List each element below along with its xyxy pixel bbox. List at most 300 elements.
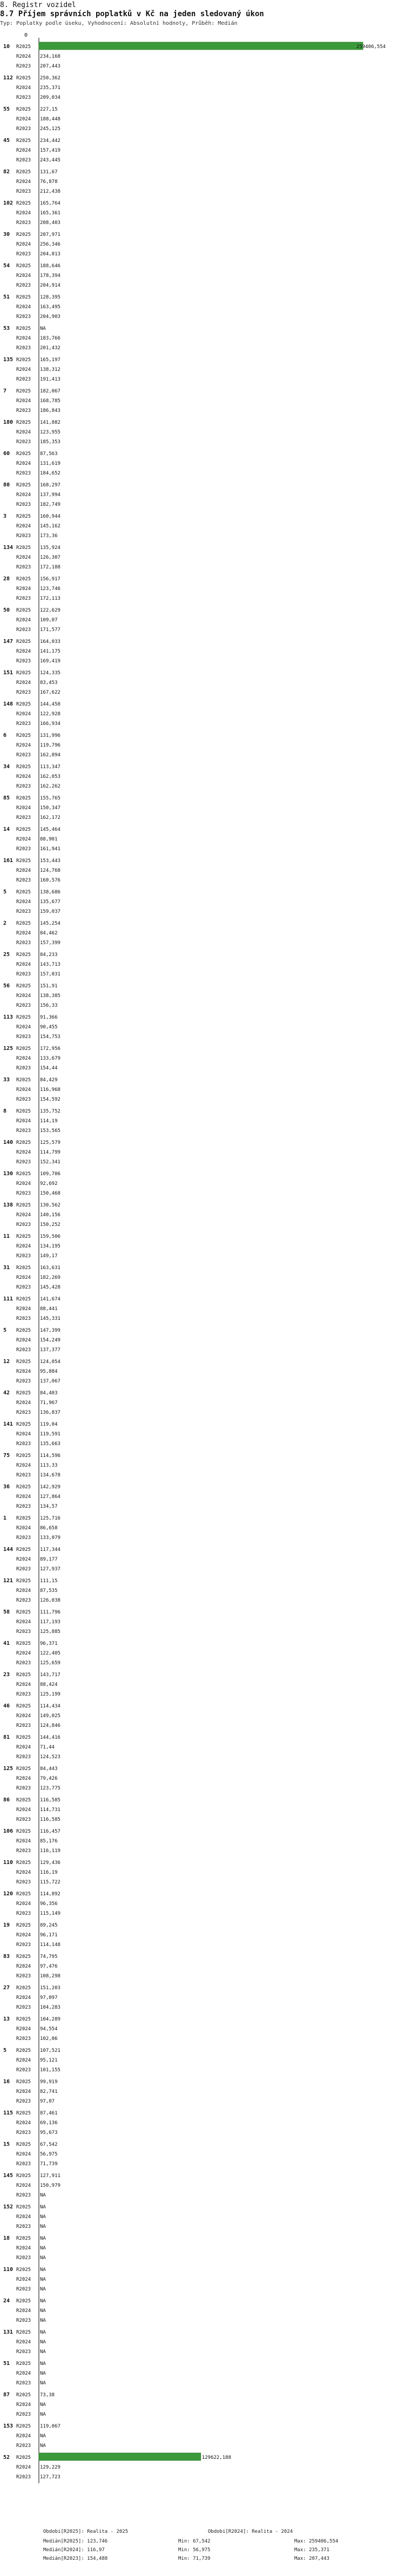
- data-label: 172,188: [40, 565, 60, 570]
- data-label: 95,884: [40, 1369, 58, 1374]
- series-label: R2025: [16, 1046, 31, 1052]
- data-label: NA: [40, 2224, 46, 2229]
- data-label: 138,686: [40, 890, 60, 895]
- data-label: NA: [40, 2412, 46, 2417]
- category-label: 54: [3, 263, 10, 269]
- data-label: 125,199: [40, 1692, 60, 1697]
- data-label: 73,38: [40, 2392, 55, 2398]
- data-label: 151,91: [40, 984, 58, 989]
- data-label: 115,722: [40, 1880, 60, 1885]
- data-label: 89,177: [40, 1557, 58, 1562]
- data-label: NA: [40, 2433, 46, 2439]
- series-label: R2023: [16, 533, 31, 539]
- category-label: 31: [3, 1265, 10, 1271]
- data-label: 168,785: [40, 398, 60, 404]
- series-label: R2025: [16, 2142, 31, 2147]
- series-label: R2024: [16, 1212, 31, 1218]
- series-label: R2023: [16, 627, 31, 633]
- data-label: 125,579: [40, 1140, 60, 1145]
- data-label: 150,979: [40, 2183, 60, 2188]
- data-label: 135,924: [40, 545, 60, 551]
- data-label: 88,441: [40, 1306, 58, 1312]
- series-label: R2024: [16, 618, 31, 623]
- data-label: 212,438: [40, 189, 60, 194]
- series-label: R2023: [16, 1754, 31, 1760]
- category-label: 19: [3, 1922, 10, 1928]
- data-label: 119,591: [40, 1432, 60, 1437]
- data-label: NA: [40, 2361, 46, 2367]
- category-label: 36: [3, 1484, 10, 1490]
- series-label: R2024: [16, 805, 31, 811]
- series-label: R2025: [16, 1422, 31, 1427]
- series-label: R2024: [16, 242, 31, 247]
- data-label: 127,937: [40, 1567, 60, 1572]
- category-label: 80: [3, 482, 10, 488]
- data-label: 124,335: [40, 670, 60, 676]
- data-label: 256,346: [40, 242, 60, 247]
- category-label: 51: [3, 2361, 10, 2367]
- data-label: 79,426: [40, 1776, 58, 1781]
- data-label: 114,799: [40, 1150, 60, 1155]
- category-label: 144: [3, 1547, 14, 1553]
- category-label: 5: [3, 2048, 7, 2053]
- series-label: R2024: [16, 461, 31, 466]
- data-label: 204,813: [40, 252, 60, 257]
- data-label: 56,975: [40, 2152, 58, 2157]
- data-label: 102,06: [40, 2036, 58, 2042]
- series-label: R2025: [16, 1234, 31, 1239]
- series-label: R2025: [16, 1015, 31, 1020]
- series-label: R2023: [16, 64, 31, 69]
- data-label: 87,461: [40, 2111, 58, 2116]
- data-label: 133,679: [40, 1056, 60, 1061]
- data-label: 145,428: [40, 1285, 60, 1290]
- data-label: 119,796: [40, 743, 60, 748]
- series-label: R2023: [16, 1066, 31, 1071]
- data-label: 135,752: [40, 1109, 60, 1114]
- series-label: R2024: [16, 524, 31, 529]
- series-label: R2023: [16, 2130, 31, 2136]
- series-label: R2025: [16, 1516, 31, 1521]
- data-label: 144,416: [40, 1735, 60, 1740]
- category-label: 82: [3, 169, 10, 175]
- category-label: 106: [3, 1828, 14, 1834]
- data-label: NA: [40, 2318, 46, 2323]
- series-label: R2023: [16, 2036, 31, 2042]
- series-label: R2025: [16, 827, 31, 832]
- data-label: 142,929: [40, 1484, 60, 1490]
- data-label: 235,371: [40, 85, 60, 91]
- category-label: 14: [3, 826, 10, 832]
- data-label: 113,347: [40, 764, 60, 770]
- series-label: R2025: [16, 1641, 31, 1646]
- series-label: R2023: [16, 2224, 31, 2229]
- data-label: 207,443: [40, 64, 60, 69]
- series-label: R2023: [16, 1942, 31, 1948]
- series-label: R2025: [16, 952, 31, 958]
- category-label: 125: [3, 1046, 14, 1052]
- data-label: NA: [40, 326, 46, 331]
- series-label: R2023: [16, 972, 31, 977]
- series-label: R2025: [16, 2330, 31, 2335]
- data-label: 153,443: [40, 858, 60, 864]
- data-label: NA: [40, 2381, 46, 2386]
- data-label: 107,521: [40, 2048, 60, 2053]
- data-label: 182,269: [40, 1275, 60, 1280]
- series-label: R2023: [16, 1974, 31, 1979]
- data-label: 157,399: [40, 940, 60, 946]
- series-label: R2025: [16, 2079, 31, 2085]
- data-label: 140,156: [40, 1212, 60, 1218]
- data-label: 157,031: [40, 972, 60, 977]
- series-label: R2024: [16, 1776, 31, 1781]
- series-label: R2025: [16, 1359, 31, 1365]
- series-label: R2023: [16, 1598, 31, 1603]
- data-label: 71,44: [40, 1745, 55, 1750]
- series-label: R2025: [16, 326, 31, 331]
- series-label: R2024: [16, 711, 31, 717]
- series-label: R2025: [16, 1453, 31, 1459]
- data-label: 87,563: [40, 451, 58, 457]
- data-label: 178,394: [40, 273, 60, 279]
- series-label: R2024: [16, 1619, 31, 1625]
- data-label: 124,846: [40, 1723, 60, 1728]
- series-label: R2024: [16, 555, 31, 560]
- series-label: R2024: [16, 1494, 31, 1500]
- data-label: NA: [40, 2205, 46, 2210]
- series-label: R2023: [16, 2349, 31, 2355]
- legend-min-r2025: Min: 67,542: [178, 2539, 211, 2544]
- data-label: NA: [40, 2349, 46, 2355]
- series-label: R2025: [16, 2111, 31, 2116]
- chart-subtitle: Typ: Poplatky podle úseku, Vyhodnocení: Absolutní hodnoty, Průběh: Medián: [0, 21, 238, 26]
- category-label: 53: [3, 326, 10, 331]
- category-label: 42: [3, 1390, 10, 1396]
- series-label: R2024: [16, 1526, 31, 1531]
- category-label: 7: [3, 388, 7, 394]
- series-label: R2025: [16, 138, 31, 144]
- category-label: 83: [3, 1954, 10, 1960]
- series-label: R2025: [16, 1829, 31, 1834]
- series-label: R2025: [16, 890, 31, 895]
- data-label: 151,203: [40, 1985, 60, 1991]
- data-label: 116,457: [40, 1829, 60, 1834]
- data-label: 159,037: [40, 909, 60, 914]
- series-label: R2025: [16, 577, 31, 582]
- data-label: 172,113: [40, 596, 60, 601]
- data-label: 259406,554: [356, 44, 386, 50]
- series-label: R2024: [16, 1463, 31, 1468]
- data-label: NA: [40, 2277, 46, 2282]
- data-label: 143,717: [40, 1672, 60, 1678]
- series-label: R2025: [16, 514, 31, 519]
- category-label: 75: [3, 1453, 10, 1459]
- data-label: 245,125: [40, 126, 60, 132]
- data-label: 71,739: [40, 2161, 58, 2167]
- category-label: 138: [3, 1202, 14, 1208]
- data-label: 137,067: [40, 1379, 60, 1384]
- series-label: R2025: [16, 1798, 31, 1803]
- series-label: R2024: [16, 931, 31, 936]
- data-label: 91,366: [40, 1015, 58, 1020]
- series-label: R2025: [16, 2361, 31, 2367]
- data-label: 165,361: [40, 211, 60, 216]
- data-label: 114,731: [40, 1807, 60, 1813]
- series-label: R2025: [16, 1484, 31, 1490]
- series-label: R2024: [16, 1713, 31, 1719]
- series-label: R2025: [16, 44, 31, 50]
- data-label: NA: [40, 2402, 46, 2408]
- data-label: 141,674: [40, 1297, 60, 1302]
- data-label: 172,956: [40, 1046, 60, 1052]
- series-label: R2024: [16, 899, 31, 905]
- series-label: R2025: [16, 2173, 31, 2179]
- series-label: R2023: [16, 126, 31, 132]
- data-label: 163,631: [40, 1265, 60, 1271]
- series-label: R2025: [16, 2392, 31, 2398]
- data-label: 97,07: [40, 2099, 55, 2104]
- data-label: 123,746: [40, 586, 60, 592]
- data-label: NA: [40, 2255, 46, 2261]
- series-label: R2023: [16, 158, 31, 163]
- legend-median-r2025: Medián[R2025]: 123,746: [43, 2539, 108, 2544]
- data-label: 122,405: [40, 1651, 60, 1656]
- series-label: R2024: [16, 1901, 31, 1907]
- series-label: R2024: [16, 2246, 31, 2251]
- data-label: 167,622: [40, 690, 60, 695]
- data-label: 108,298: [40, 1974, 60, 1979]
- data-label: 71,967: [40, 1400, 58, 1406]
- category-label: 60: [3, 451, 10, 457]
- series-label: R2023: [16, 1629, 31, 1635]
- series-label: R2024: [16, 492, 31, 498]
- series-label: R2023: [16, 846, 31, 852]
- series-label: R2024: [16, 743, 31, 748]
- series-label: R2023: [16, 1817, 31, 1822]
- series-label: R2023: [16, 2412, 31, 2417]
- data-label: 184,652: [40, 471, 60, 476]
- series-label: R2023: [16, 1285, 31, 1290]
- series-label: R2023: [16, 377, 31, 382]
- data-label: 92,692: [40, 1181, 58, 1187]
- data-label: 149,17: [40, 1253, 58, 1259]
- data-label: 109,07: [40, 618, 58, 623]
- data-label: NA: [40, 2308, 46, 2314]
- data-label: 129622,188: [201, 2455, 232, 2460]
- data-label: 154,753: [40, 1034, 60, 1040]
- category-label: 180: [3, 419, 14, 425]
- category-label: 120: [3, 1891, 14, 1897]
- data-label: 150,252: [40, 1222, 60, 1228]
- category-label: 46: [3, 1703, 10, 1709]
- category-label: 148: [3, 701, 14, 707]
- data-label: 143,713: [40, 962, 60, 967]
- data-label: 122,928: [40, 711, 60, 717]
- data-label: 99,919: [40, 2079, 58, 2085]
- series-label: R2025: [16, 1077, 31, 1083]
- data-label: NA: [40, 2299, 46, 2304]
- series-label: R2025: [16, 2299, 31, 2304]
- series-label: R2024: [16, 1651, 31, 1656]
- data-label: 243,445: [40, 158, 60, 163]
- series-label: R2023: [16, 1253, 31, 1259]
- series-label: R2025: [16, 76, 31, 81]
- data-label: 127,911: [40, 2173, 60, 2179]
- series-label: R2024: [16, 1025, 31, 1030]
- category-label: 110: [3, 1860, 14, 1866]
- data-label: 111,796: [40, 1610, 60, 1615]
- data-label: NA: [40, 2236, 46, 2241]
- series-label: R2024: [16, 2371, 31, 2376]
- data-label: 165,197: [40, 357, 60, 363]
- data-label: NA: [40, 2443, 46, 2449]
- data-label: 155,765: [40, 796, 60, 801]
- series-label: R2025: [16, 1985, 31, 1991]
- series-label: R2024: [16, 2089, 31, 2094]
- data-label: NA: [40, 2214, 46, 2220]
- data-label: 104,289: [40, 2017, 60, 2022]
- category-label: 87: [3, 2392, 10, 2398]
- data-label: 125,659: [40, 1660, 60, 1666]
- category-label: 24: [3, 2298, 10, 2304]
- series-label: R2024: [16, 2058, 31, 2063]
- series-label: R2025: [16, 1766, 31, 1772]
- data-label: 127,864: [40, 1494, 60, 1500]
- data-label: 156,917: [40, 577, 60, 582]
- data-label: 95,121: [40, 2058, 58, 2063]
- data-label: 117,344: [40, 1547, 60, 1553]
- series-label: R2025: [16, 1265, 31, 1271]
- data-label: 116,585: [40, 1817, 60, 1822]
- series-label: R2023: [16, 2099, 31, 2104]
- data-label: 109,706: [40, 1171, 60, 1177]
- category-label: 58: [3, 1609, 10, 1615]
- series-label: R2024: [16, 2183, 31, 2188]
- series-label: R2025: [16, 1391, 31, 1396]
- series-label: R2025: [16, 1892, 31, 1897]
- data-label: 201,432: [40, 345, 60, 351]
- category-label: 3: [3, 513, 7, 519]
- data-label: 69,136: [40, 2120, 58, 2126]
- data-label: 97,476: [40, 1964, 58, 1969]
- series-label: R2023: [16, 909, 31, 914]
- category-label: 12: [3, 1359, 10, 1365]
- data-label: 116,119: [40, 1848, 60, 1854]
- series-label: R2023: [16, 721, 31, 727]
- category-label: 6: [3, 733, 7, 738]
- data-label: 134,57: [40, 1504, 58, 1509]
- data-label: 76,878: [40, 179, 58, 185]
- series-label: R2023: [16, 1379, 31, 1384]
- series-label: R2024: [16, 1118, 31, 1124]
- data-label: 90,455: [40, 1025, 58, 1030]
- series-label: R2023: [16, 1567, 31, 1572]
- series-label: R2025: [16, 483, 31, 488]
- chart-title: 8.7 Příjem správních poplatků v Kč na jeden sledovaný úkon: [0, 10, 264, 18]
- data-label: NA: [40, 2340, 46, 2345]
- series-label: R2024: [16, 304, 31, 310]
- data-label: 74,795: [40, 1954, 58, 1960]
- category-label: 28: [3, 576, 10, 582]
- series-label: R2025: [16, 357, 31, 363]
- category-label: 18: [3, 2235, 10, 2241]
- series-label: R2025: [16, 420, 31, 425]
- series-label: R2025: [16, 545, 31, 551]
- data-label: 85,176: [40, 1839, 58, 1844]
- data-label: 88,901: [40, 837, 58, 842]
- data-label: 116,19: [40, 1870, 58, 1875]
- data-label: 117,193: [40, 1619, 60, 1625]
- series-label: R2024: [16, 586, 31, 592]
- series-label: R2023: [16, 565, 31, 570]
- category-label: 10: [3, 44, 10, 50]
- data-label: 227,15: [40, 107, 58, 112]
- series-label: R2023: [16, 2443, 31, 2449]
- data-label: NA: [40, 2330, 46, 2335]
- data-label: 160,576: [40, 878, 60, 883]
- data-label: 250,362: [40, 76, 60, 81]
- data-label: 209,034: [40, 95, 60, 100]
- series-label: R2025: [16, 1860, 31, 1866]
- legend-min-r2024: Min: 56,975: [178, 2547, 211, 2553]
- series-label: R2024: [16, 1995, 31, 2001]
- data-label: NA: [40, 2193, 46, 2198]
- data-label: 134,195: [40, 1244, 60, 1249]
- category-label: 16: [3, 2079, 10, 2085]
- series-label: R2025: [16, 639, 31, 645]
- series-label: R2023: [16, 1128, 31, 1134]
- series-label: R2025: [16, 733, 31, 738]
- data-label: 130,562: [40, 1203, 60, 1208]
- series-label: R2025: [16, 201, 31, 206]
- data-label: 84,443: [40, 1766, 58, 1772]
- data-label: 124,054: [40, 1359, 60, 1365]
- series-label: R2024: [16, 148, 31, 153]
- series-label: R2023: [16, 2161, 31, 2167]
- data-label: 84,429: [40, 1077, 58, 1083]
- data-label: 84,462: [40, 931, 58, 936]
- series-label: R2023: [16, 1880, 31, 1885]
- series-label: R2024: [16, 1181, 31, 1187]
- category-label: 113: [3, 1014, 14, 1020]
- series-label: R2024: [16, 54, 31, 59]
- series-label: R2024: [16, 1964, 31, 1969]
- data-label: 87,535: [40, 1588, 58, 1594]
- data-label: 67,542: [40, 2142, 58, 2147]
- series-label: R2023: [16, 1034, 31, 1040]
- category-label: 147: [3, 639, 14, 645]
- series-label: R2024: [16, 179, 31, 185]
- category-label: 161: [3, 858, 14, 864]
- series-label: R2025: [16, 1328, 31, 1333]
- series-label: R2023: [16, 1191, 31, 1196]
- series-label: R2024: [16, 680, 31, 686]
- series-label: R2023: [16, 784, 31, 789]
- series-label: R2023: [16, 815, 31, 821]
- data-label: 129,229: [40, 2465, 60, 2470]
- legend-min-r2023: Min: 71,739: [178, 2556, 211, 2561]
- series-label: R2024: [16, 1807, 31, 1813]
- data-label: 186,843: [40, 408, 60, 413]
- series-label: R2023: [16, 252, 31, 257]
- series-label: R2024: [16, 868, 31, 873]
- data-label: 191,413: [40, 377, 60, 382]
- series-label: R2025: [16, 1547, 31, 1553]
- data-label: 113,33: [40, 1463, 58, 1468]
- x-axis-tick-label: 0: [24, 32, 28, 38]
- data-label: 152,341: [40, 1160, 60, 1165]
- series-label: R2023: [16, 283, 31, 288]
